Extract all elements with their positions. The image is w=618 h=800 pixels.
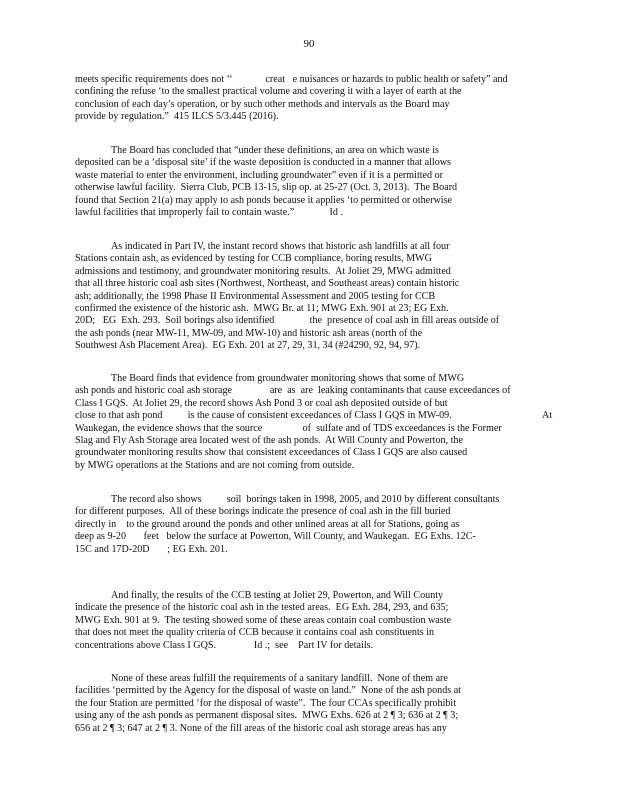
text-line: Slag and Fly Ash Storage area located west of the ash ponds. At Will County and Powerton, the	[75, 434, 463, 446]
text-line: meets specific requirements does not ‘‘ creat e nuisances or hazards to public health or safety” and	[75, 74, 508, 85]
text-line: confirmed the existence of the historic ash. MWG Br. at 11; MWG Exh. 901 at 23; EG Exh.	[75, 302, 449, 314]
text-line: by MWG operations at the Stations and are not coming from outside.	[75, 459, 355, 471]
text-line: The record also shows soil borings taken in 1998, 2005, and 2010 by different consultants	[111, 494, 500, 505]
text-line: Class I GQS. At Joliet 29, the record shows Ash Pond 3 or coal ash deposited outside of but	[75, 397, 448, 409]
text-line: confining the refuse ‘to the smallest practical volume and covering it with a layer of earth at the	[75, 86, 462, 98]
text-line: otherwise lawful facility. Sierra Club, PCB 13-15, slip op. at 25-27 (Oct. 3, 2013). The Board	[75, 182, 458, 194]
text-line: ash; additionally, the 1998 Phase II Environmental Assessment and 2005 testing for CCB	[75, 290, 436, 302]
text-line: lawful facilities that improperly fail to contain waste.” Id .	[75, 206, 343, 218]
text-line: that does not meet the quality criteria of CCB because it contains coal ash constituents in	[75, 627, 435, 639]
text-line: The Board finds that evidence from groundwater monitoring shows that some of MWG	[111, 373, 465, 384]
text-line: Waukegan, the evidence shows that the source of sulfate and of TDS exceedances is the Former	[75, 422, 502, 434]
text-line: using any of the ash ponds as permanent disposal sites. MWG Exhs. 626 at 2 ¶ 3; 636 at 2 ¶ 3;	[75, 710, 459, 722]
text-line: Stations contain ash, as evidenced by testing for CCB compliance, boring results, MWG	[75, 253, 432, 265]
paragraph	[75, 590, 505, 652]
text-line: indicate the presence of the historic coal ash in the tested areas. EG Exh. 284, 293, and 635;	[75, 602, 449, 614]
text-line: found that Section 21(a) may apply to ash ponds because it applies ‘to permitted or otherwise	[75, 194, 453, 206]
paragraph	[75, 673, 505, 735]
text-line: 656 at 2 ¶ 3; 647 at 2 ¶ 3. None of the fill areas of the historic coal ash storage areas has any	[75, 722, 447, 734]
text-line: And finally, the results of the CCB testing at Joliet 29, Powerton, and Will County	[111, 590, 444, 601]
text-line: the four Station are permitted ‘for the disposal of waste”. The four CCAs specifically prohibit	[75, 697, 457, 709]
text-line: the ash ponds (near MW-11, MW-09, and MW-10) and historic ash areas (north of the	[75, 327, 423, 339]
text-line: MWG Exh. 901 at 9. The testing showed some of these areas contain coal combustion waste	[75, 614, 451, 626]
text-line: for different purposes. All of these borings indicate the presence of coal ash in the fill buried	[75, 506, 451, 518]
paragraph	[75, 241, 505, 353]
text-line: deep as 9-20 feet below the surface at Powerton, Will County, and Waukegan. EG Exhs. 12C-	[75, 531, 476, 543]
text-line: ash ponds and historic coal ash storage are as are leaking contaminants that cause exceedances of	[75, 385, 511, 397]
text-line: 20D; EG Exh. 293. Soil borings also identified the presence of coal ash in fill areas outside of	[75, 315, 500, 327]
text-line: concentrations above Class I GQS. Id .; see Part IV for details.	[75, 639, 374, 651]
text-line: conclusion of each day’s operation, or by such other methods and intervals as the Board may	[75, 98, 450, 110]
text-line: None of these areas fulfill the requirements of a sanitary landfill. None of them are	[111, 673, 448, 684]
text-line: that all three historic coal ash sites (Northwest, Northeast, and Southeast areas) contain historic	[75, 278, 460, 290]
text-line: groundwater monitoring results show that consistent exceedances of Class I GQS are also caused	[75, 447, 468, 459]
page-number: 90	[303, 38, 315, 50]
text-line: deposited can be a ‘disposal site’ if the waste deposition is conducted in a manner that allows	[75, 157, 451, 169]
text-line: close to that ash pond is the cause of consistent exceedances of Class I GQS in MW-09. At	[75, 410, 553, 422]
text-line: admissions and testimony, and groundwater monitoring results. At Joliet 29, MWG admitted	[75, 265, 451, 277]
paragraph	[75, 145, 505, 219]
paragraph	[75, 373, 553, 472]
text-line: As indicated in Part IV, the instant record shows that historic ash landfills at all four	[111, 241, 450, 252]
text-line: facilities ‘permitted by the Agency for the disposal of waste on land.” None of the ash ponds at	[75, 685, 461, 697]
text-line: 15C and 17D-20D ; EG Exh. 201.	[75, 543, 228, 555]
text-line: directly in to the ground around the ponds and other unlined areas at all for Stations, going as	[75, 518, 460, 530]
text-line: Southwest Ash Placement Area). EG Exh. 201 at 27, 29, 31, 34 (#24290, 92, 94, 97).	[75, 340, 421, 352]
text-line: waste material to enter the environment, including groundwater” even if it is a permitted or	[75, 169, 444, 181]
paragraph	[75, 494, 505, 556]
text-line: provide by regulation.” 415 ILCS 5/3.445 (2016).	[75, 111, 279, 123]
paragraph	[75, 74, 508, 124]
text-line: The Board has concluded that “under these definitions, an area on which waste is	[111, 145, 439, 156]
